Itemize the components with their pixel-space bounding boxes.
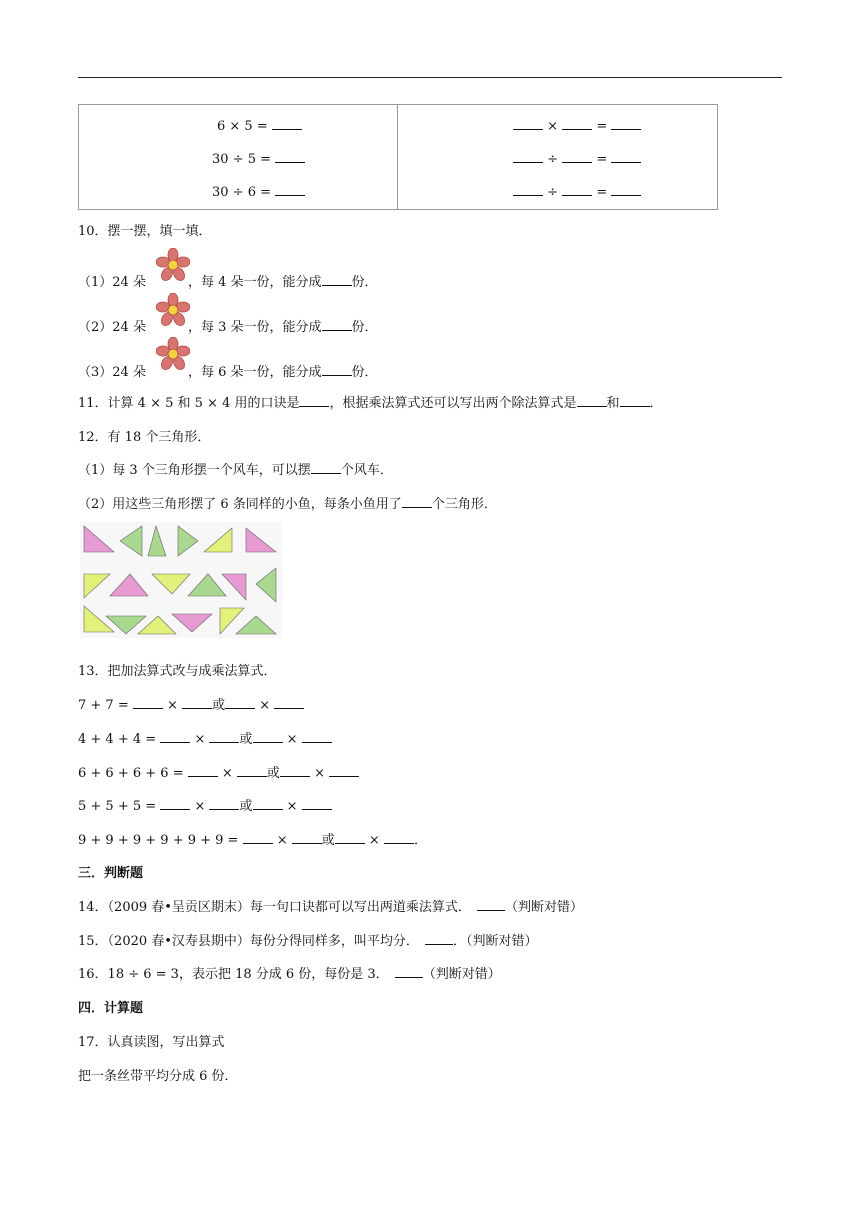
answer-blank[interactable] bbox=[275, 183, 305, 196]
answer-blank[interactable] bbox=[280, 764, 310, 777]
item-text: ，每 3 朵一份，能分成 bbox=[187, 320, 322, 335]
answer-blank[interactable] bbox=[395, 965, 423, 978]
q14-text: 14．（2009 春•呈贡区期末）每一句口诀都可以写出两道乘法算式． bbox=[78, 900, 471, 915]
answer-blank[interactable] bbox=[188, 764, 218, 777]
answer-blank[interactable] bbox=[322, 363, 352, 376]
table-left-row bbox=[217, 117, 302, 134]
flower-icon bbox=[156, 337, 190, 371]
answer-blank[interactable] bbox=[133, 696, 163, 709]
flower-icon bbox=[156, 248, 190, 282]
flower-icon bbox=[156, 293, 190, 327]
period: ． bbox=[413, 833, 427, 848]
times-sign: × bbox=[194, 732, 206, 747]
times-sign: × bbox=[194, 799, 206, 814]
times-sign: × bbox=[167, 698, 178, 713]
times-sign: × bbox=[259, 698, 271, 713]
q11-text-a: 11．计算 4 × 5 和 5 × 4 用的口诀是 bbox=[78, 396, 300, 411]
answer-blank[interactable] bbox=[322, 318, 352, 331]
table-left-row bbox=[212, 150, 305, 167]
item-prefix: （1）24 朵 bbox=[78, 275, 146, 290]
times-sign: × bbox=[368, 833, 380, 848]
answer-blank[interactable] bbox=[577, 394, 607, 407]
question-15 bbox=[78, 930, 537, 949]
section-heading-calculation: 四．计算题 bbox=[78, 1001, 144, 1016]
answer-blank[interactable] bbox=[513, 150, 543, 163]
answer-blank[interactable] bbox=[253, 730, 283, 743]
answer-blank[interactable] bbox=[160, 797, 190, 810]
answer-blank[interactable] bbox=[275, 150, 305, 163]
addition-expr: 7 + 7 = bbox=[78, 698, 129, 713]
answer-blank[interactable] bbox=[384, 831, 414, 844]
addition-expr: 6 + 6 + 6 + 6 = bbox=[78, 766, 184, 781]
or-text: 或 bbox=[212, 698, 226, 713]
q11-text-d: ． bbox=[649, 396, 663, 411]
answer-blank[interactable] bbox=[402, 495, 432, 508]
triangles-picture bbox=[80, 522, 282, 638]
question-13-title: 13．把加法算式改与成乘法算式． bbox=[78, 664, 277, 679]
table-divider bbox=[397, 105, 398, 209]
times-sign: × bbox=[286, 799, 298, 814]
equals: = bbox=[596, 185, 608, 200]
expr: 6 × 5 = bbox=[217, 119, 268, 134]
answer-blank[interactable] bbox=[425, 932, 453, 945]
or-text: 或 bbox=[321, 833, 335, 848]
answer-blank[interactable] bbox=[335, 831, 365, 844]
answer-blank[interactable] bbox=[329, 764, 359, 777]
times-sign: × bbox=[314, 766, 325, 781]
item-prefix: （2）24 朵 bbox=[78, 320, 146, 335]
answer-blank[interactable] bbox=[322, 273, 352, 286]
answer-blank[interactable] bbox=[299, 394, 329, 407]
q13-row bbox=[78, 762, 359, 781]
answer-blank[interactable] bbox=[160, 730, 190, 743]
question-10-title: 10．摆一摆，填一填． bbox=[78, 224, 212, 239]
times-sign: × bbox=[286, 732, 298, 747]
question-10-item-2 bbox=[78, 316, 378, 335]
times-sign: × bbox=[221, 766, 233, 781]
q12-text: 个风车． bbox=[340, 463, 393, 478]
addition-expr: 4 + 4 + 4 = bbox=[78, 732, 157, 747]
q12-text: 个三角形． bbox=[431, 497, 497, 512]
operator: ÷ bbox=[547, 185, 559, 200]
question-12-item-1 bbox=[78, 459, 393, 478]
table-right-row bbox=[513, 150, 641, 167]
expr: 30 ÷ 6 = bbox=[212, 185, 271, 200]
answer-blank[interactable] bbox=[562, 183, 592, 196]
table-right-row bbox=[513, 183, 641, 200]
question-17-title: 17．认真读图，写出算式 bbox=[78, 1035, 225, 1050]
answer-blank[interactable] bbox=[513, 117, 543, 130]
item-text: ，每 4 朵一份，能分成 bbox=[187, 275, 322, 290]
answer-blank[interactable] bbox=[243, 831, 273, 844]
fact-family-table bbox=[78, 104, 718, 210]
answer-blank[interactable] bbox=[513, 183, 543, 196]
answer-blank[interactable] bbox=[237, 764, 267, 777]
equals: = bbox=[596, 152, 608, 167]
answer-blank[interactable] bbox=[477, 898, 505, 911]
or-text: 或 bbox=[239, 799, 253, 814]
answer-blank[interactable] bbox=[182, 696, 212, 709]
q11-text-c: 和 bbox=[606, 396, 620, 411]
q16-hint: （判断对错） bbox=[422, 967, 501, 982]
item-suffix: 份． bbox=[351, 275, 378, 290]
answer-blank[interactable] bbox=[209, 730, 239, 743]
question-10-item-3 bbox=[78, 361, 378, 380]
question-16 bbox=[78, 963, 501, 982]
or-text: 或 bbox=[266, 766, 280, 781]
question-10-item-1 bbox=[78, 271, 378, 290]
answer-blank[interactable] bbox=[620, 394, 650, 407]
question-12-item-2 bbox=[78, 493, 497, 512]
addition-expr: 5 + 5 + 5 = bbox=[78, 799, 157, 814]
q12-text: （1）每 3 个三角形摆一个风车，可以摆 bbox=[78, 463, 311, 478]
answer-blank[interactable] bbox=[209, 797, 239, 810]
question-14 bbox=[78, 896, 583, 915]
table-left-row bbox=[212, 183, 305, 200]
operator: ÷ bbox=[547, 152, 559, 167]
q13-row bbox=[78, 694, 304, 713]
q13-row bbox=[78, 795, 332, 814]
answer-blank[interactable] bbox=[225, 696, 255, 709]
item-prefix: （3）24 朵 bbox=[78, 365, 146, 380]
answer-blank[interactable] bbox=[292, 831, 322, 844]
answer-blank[interactable] bbox=[253, 797, 283, 810]
addition-expr: 9 + 9 + 9 + 9 + 9 + 9 = bbox=[78, 833, 239, 848]
question-12-title: 12．有 18 个三角形． bbox=[78, 430, 211, 445]
answer-blank[interactable] bbox=[562, 150, 592, 163]
expr: 30 ÷ 5 = bbox=[212, 152, 271, 167]
answer-blank[interactable] bbox=[611, 117, 641, 130]
q16-text: 16．18 ÷ 6 = 3，表示把 18 分成 6 份，每份是 3． bbox=[78, 967, 389, 982]
or-text: 或 bbox=[239, 732, 253, 747]
answer-blank[interactable] bbox=[611, 183, 641, 196]
answer-blank[interactable] bbox=[611, 150, 641, 163]
answer-blank[interactable] bbox=[274, 696, 304, 709]
times-sign: × bbox=[276, 833, 288, 848]
q13-row bbox=[78, 728, 332, 747]
item-suffix: 份． bbox=[351, 320, 378, 335]
table-right-row bbox=[513, 117, 641, 134]
item-suffix: 份． bbox=[351, 365, 378, 380]
operator: × bbox=[547, 119, 559, 134]
item-text: ，每 6 朵一份，能分成 bbox=[187, 365, 322, 380]
q11-text-b: ，根据乘法算式还可以写出两个除法算式是 bbox=[329, 396, 577, 411]
q14-hint: （判断对错） bbox=[504, 900, 583, 915]
answer-blank[interactable] bbox=[272, 117, 302, 130]
question-17-text: 把一条丝带平均分成 6 份． bbox=[78, 1069, 238, 1084]
equals: = bbox=[596, 119, 608, 134]
question-11 bbox=[78, 392, 663, 411]
q13-row bbox=[78, 829, 427, 848]
answer-blank[interactable] bbox=[302, 797, 332, 810]
q15-text: 15．（2020 春•汉寿县期中）每份分得同样多，叫平均分． bbox=[78, 934, 419, 949]
header-rule bbox=[78, 77, 782, 78]
answer-blank[interactable] bbox=[311, 461, 341, 474]
q12-text: （2）用这些三角形摆了 6 条同样的小鱼，每条小鱼用了 bbox=[78, 497, 402, 512]
answer-blank[interactable] bbox=[302, 730, 332, 743]
section-heading-judgement: 三．判断题 bbox=[78, 866, 144, 881]
q15-hint: ．（判断对错） bbox=[452, 934, 538, 949]
answer-blank[interactable] bbox=[562, 117, 592, 130]
